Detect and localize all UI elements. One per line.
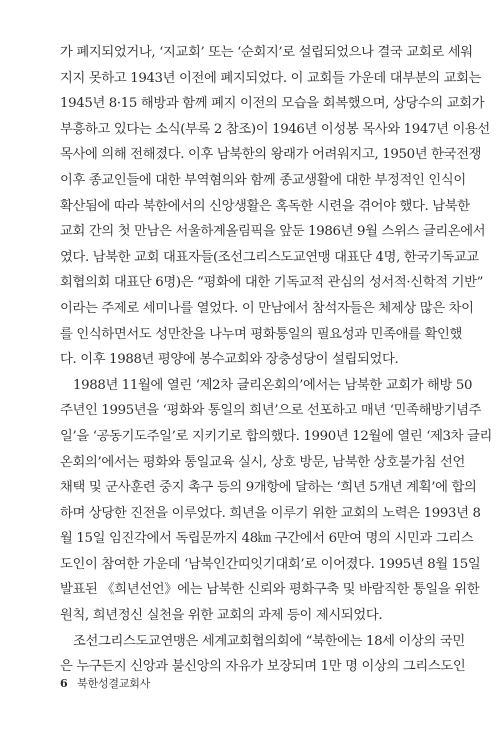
text-line: 일’을 ‘공동기도주일’로 지키기로 합의했다. 1990년 12월에 열린 ‘제3차 글리 (60, 428, 493, 444)
text-line: 원칙, 희년정신 실천을 위한 교회의 과제 등이 제시되었다. (60, 608, 383, 624)
page-footer (60, 677, 150, 691)
text-line: 1945년 8·15 해방과 함께 폐지 이전의 모습을 회복했으며, 상당수의 교회가 (60, 96, 485, 112)
text-line: 월 15일 임진각에서 독립문까지 48㎞ 구간에서 6만여 명의 시민과 그리스 (60, 531, 474, 547)
text-line: 조선그리스도교연맹은 세계교회협의회에 “북한에는 18세 이상의 국민 (73, 633, 465, 649)
text-line: 주년인 1995년을 ‘평화와 통일의 희년’으로 선포하고 매년 ‘민족해방기념주 (60, 403, 482, 419)
text-line: 온회의’에서는 평화와 통일교육 실시, 상호 방문, 남북한 상호불가침 선언 (60, 454, 465, 470)
text-line: 하며 상당한 진전을 이루었다. 희년을 이루기 위한 교회의 노력은 1993년 8 (60, 505, 481, 521)
paragraph (60, 373, 493, 629)
text-line: 발표된 《희년선언》에는 남북한 신뢰와 평화구축 및 바람직한 통일을 위한 (60, 582, 480, 598)
text-line: 다. 이후 1988년 평양에 봉수교회와 장충성당이 설립되었다. (60, 352, 399, 368)
text-line: 도인이 참여한 가운데 ‘남북인간띠잇기대회’로 이어졌다. 1995년 8월 15일 (60, 556, 481, 572)
text-line: 회협의회 대표단 6명)은 “평화에 대한 기독교적 관심의 성서적·신학적 기반” (60, 275, 484, 291)
text-line: 1988년 11월에 열린 ‘제2차 글리온회의’에서는 남북한 교회가 해방 50 (73, 377, 473, 393)
text-line: 목사에 의해 전해졌다. 이후 남북한의 왕래가 어려워지고, 1950년 한국전쟁 (60, 147, 482, 163)
text-line: 이라는 주제로 세미나를 열었다. 이 만남에서 참석자들은 체제상 많은 차이 (60, 300, 474, 316)
text-line: 부흥하고 있다는 소식(부록 2 참조)이 1946년 이성봉 목사와 1947년 이용선 (60, 121, 490, 137)
running-title: 북한성결교회사 (77, 677, 151, 690)
body-text (60, 40, 493, 680)
text-line: 이후 종교인들에 대한 부역혐의와 함께 종교생활에 대한 부정적인 인식이 (60, 172, 466, 188)
page-number: 6 (60, 677, 68, 690)
paragraph (60, 40, 490, 373)
text-line: 채택 및 군사훈련 중지 촉구 등의 9개항에 달하는 ‘희년 5개년 계획’에 합의 (60, 480, 477, 496)
text-line: 를 인식하면서도 성만찬을 나누며 평화통일의 필요성과 민족애를 확인했 (60, 326, 462, 342)
text-line: 교회 간의 첫 만남은 서울하계올림픽을 앞둔 1986년 9월 스위스 글리온에서 (60, 224, 486, 240)
text-line: 가 폐지되었거나, ‘지교회’ 또는 ‘순회지’로 설립되었으나 결국 교회로 세워 (60, 45, 473, 60)
text-line: 였다. 남북한 교회 대표자들(조선그리스도교연맹 대표단 4명, 한국기독교교 (60, 249, 479, 265)
text-line: 확산됨에 따라 북한에서의 신앙생활은 혹독한 시련을 겪어야 했다. 남북한 (60, 198, 470, 214)
paragraph (60, 629, 466, 680)
text-line: 지지 못하고 1943년 이전에 폐지되었다. 이 교회들 가운데 대부분의 교회는 (60, 70, 482, 86)
text-line: 은 누구든지 신앙과 불신앙의 자유가 보장되며 1만 명 이상의 그리스도인 (60, 659, 466, 675)
